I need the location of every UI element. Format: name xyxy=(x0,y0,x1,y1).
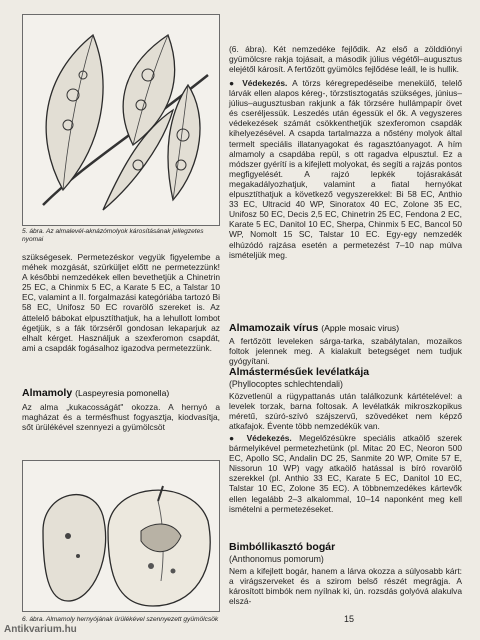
page-number: 15 xyxy=(344,614,355,624)
atka-latin: (Phyllocoptes schlechtendali) xyxy=(229,379,343,389)
right-paragraph-6: Nem a kifejlett bogár, hanem a lárva okozza a súlyosabb kárt: a virágszerveket és a szirom belső részét megrágja. A károsított bimbók nem nyílnak ki, ún. rozsdás golyóvá alakulva elszá- xyxy=(229,566,462,607)
bimbo-latin: (Anthonomus pomorum) xyxy=(229,554,324,564)
vedekezes-label-1: ● Védekezés. xyxy=(229,78,288,88)
figure-2-caption: 6. ábra. Almamoly hernyójának ürülékével szennyezett gyümölcsök xyxy=(22,616,219,623)
section-heading-mozaik xyxy=(229,322,462,334)
mozaik-title: Almamozaik vírus xyxy=(229,322,319,334)
section-heading-bimbo xyxy=(229,541,462,553)
left-paragraph-1: szükségesek. Permetezéskor vegyük figyelembe a méhek mozgását, szürküljet előtt ne permetezzünk! A későbbi nemzedékek ellen bevethetjük a Chinetrin 25 EC, a Chinmix 5 EC, a Karate 5 EC, a Talstar 10 EC, valamint a II. forgalmazási kategóriába tartozó Bi 58 EC, Unifosz 50 EC rovarölő szereket is. Az áttelelő bábokat elpusztíthatjuk, ha a lehullott lombot égetjük, s a fák törzséről gondosan lekaparjuk az elhalt kérget. Használjuk a szexferomon csapdát, ami a csapdák fogásalhoz igazodva permetezzünk. xyxy=(22,252,220,353)
vedekezes-label-2: ● Védekezés. xyxy=(229,433,292,443)
right-paragraph-2-text: A törzs kéregrepedéseibe menekülő, telelő lárvák ellen alapos kéreg-, törzstisztogatás szükséges, június–július–augusztusban rakjunk a fák törzsére hullámpapír övet és cseréljessük. Leszedés után égessük el ők. A vegyszeres védekezések számát csökkenthetjük szexferomon csapdák kihelyezésével. A csapda tartalmazza a nőstény molyok által termelt speciális illatanyagokat és ragasztóanyagot. A hím almamoly a csapdába repül, s ott ragadva elpusztul. Ez a módszer gyérítí is a kifejlett molyokat, és segíti a rajzás pontos megfigyelését. A rajzó lepkék tojásrakását megakadályozhatjuk, valamint a fiatal hernyókat elpusztíthatjuk a következő vegyszerekkel: Bi 58 EC, Anthio 33 EC, Ultracid 40 WP, Sinoratox 40 EC, Zolone 35 EC, Unifosz 50 EC, Decis 2,5 EC, Chinetrin 25 EC, Fendona 2 EC, Karate 5 EC, Danitol 10 EC, Sherpa, Chinmix 5 EC, Bancol 50 WP, Nomolt 15 SC, Talstar 10 EC. Egy-egy nemzedék elhúzódó rajzása esetén a permetezést 7–10 nap múlva ismételjük meg. xyxy=(229,78,462,260)
left-paragraph-2: Az alma „kukacosságát" okozza. A hernyó a magházat és a termésfhust fogyasztja, kiodvasítja, sőt ürülékével szennyezi a gyümölcsöt xyxy=(22,402,220,433)
figure-1-caption: 5. ábra. Az almalevél-aknázómolyok károsításának jellegzetes nyomai xyxy=(22,228,204,243)
right-paragraph-5-text: Megelőzésükre speciális atkaölő szerek bármelyikével permetezhetünk (pl. Mitac 20 EC, Neoron 500 EC, Apollo SC, Andalin DC 25, Sanmite 20 WP, Omite 57 E, Nissorun 10 WP) vagy atkaölő hatással is bíró rovarölő szerekkel (pl. Anthio 33 EC, Karate 5 EC, Danitol 10 EC, Talstar 10 EC, Zolone 35 EC). A többnemzedékes kártevők ellen legalább 2–3 alkalommal, 10–14 naponként meg kell ismételni a permetezéseket. xyxy=(229,433,462,514)
almamoly-title: Almamoly xyxy=(22,387,73,399)
figure-apples xyxy=(22,460,220,612)
right-paragraph-1: (6. ábra). Két nemzedéke fejlődik. Az első a zölddiónyi gyümölcsre rakja tojásait, a második július végétől–augusztus elejétől károsít. A fertőzött gyümölcs fejlődése leáll, le is hullik. xyxy=(229,44,462,75)
section-heading-atka xyxy=(229,366,462,378)
figure-leaf-miner-damage xyxy=(22,14,220,226)
section-heading-almamoly xyxy=(22,387,222,399)
atka-title: Almástermésűek levélatkája xyxy=(229,366,370,378)
right-paragraph-4: Közvetlenül a rügypattanás után találkozunk kártételével: a levelek torzak, barna foltosak. A levélatkák mikroszkopikus méretű, szúró-szívó szájszervű, szövedéket nem képző atkafajok. Évente több nemzedékük van. xyxy=(229,391,462,432)
right-paragraph-2 xyxy=(229,78,462,260)
watermark: Antikvarium.hu xyxy=(4,624,77,635)
mozaik-latin: (Apple mosaic virus) xyxy=(321,323,400,333)
right-paragraph-5 xyxy=(229,433,462,514)
leaf-illustration xyxy=(23,15,219,225)
almamoly-latin: (Laspeyresia pomonella) xyxy=(75,388,170,398)
apple-illustration xyxy=(23,461,219,611)
bimbo-title: Bimbóllikasztó bogár xyxy=(229,541,336,553)
right-paragraph-3: A fertőzött leveleken sárga-tarka, szabálytalan, mozaikos foltok jelennek meg. A kialakult betegséget nem tudjuk gyógyítani. xyxy=(229,336,462,367)
